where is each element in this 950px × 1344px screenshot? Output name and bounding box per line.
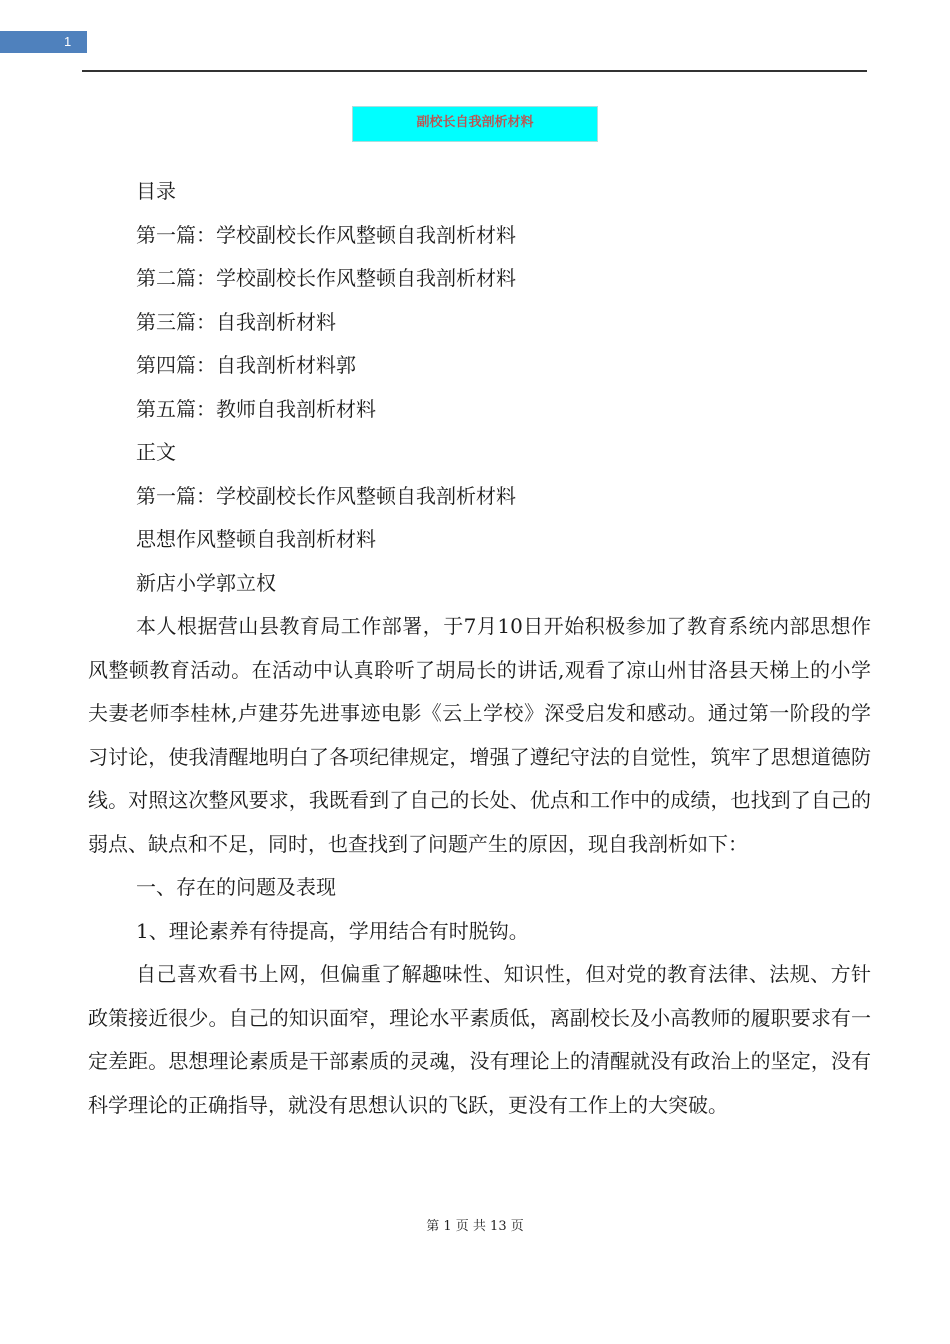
subsection-heading: 1、理论素养有待提高，学用结合有时脱钩。: [136, 918, 529, 943]
toc-item: 第四篇：自我剖析材料郭: [136, 353, 356, 377]
paragraph-intro: 本人根据营山县教育局工作部署，于7月10日开始积极参加了教育系统内部思想作风整顿教育活动。在活动中认真聆听了胡局长的讲话,观看了凉山州甘洛县天梯上的小学夫妻老师李桂林,卢建芬先进事迹电影《云上学校》深受启发和感动。通过第一阶段的学习讨论，使我清醒地明白了各项纪律规定，增强了遵纪守法的自觉性，筑牢了思想道德防线。对照这次整风要求，我既看到了自己的长处、优点和工作中的成绩，也找到了自己的弱点、缺点和不足，同时，也查找到了问题产生的原因，现自我剖析如下：: [88, 614, 871, 856]
page-number-tab: 1: [0, 31, 87, 53]
toc-item: 第五篇：教师自我剖析材料: [136, 396, 376, 421]
section-heading: 一、存在的问题及表现: [136, 875, 336, 899]
article-title: 思想作风整顿自我剖析材料: [136, 527, 376, 551]
main-text-heading: 正文: [136, 440, 176, 464]
author-line: 新店小学郭立权: [136, 570, 276, 595]
chapter-title: 第一篇：学校副校长作风整顿自我剖析材料: [136, 483, 516, 508]
document-body: [88, 170, 871, 1127]
page-footer: 第 1 页 共 13 页: [426, 1219, 524, 1234]
paragraph-theory: 自己喜欢看书上网，但偏重了解趣味性、知识性，但对党的教育法律、法规、方针政策接近很少。自己的知识面窄，理论水平素质低，离副校长及小高教师的履职要求有一定差距。思想理论素质是干部素质的灵魂，没有理论上的清醒就没有政治上的坚定，没有科学理论的正确指导，就没有思想认识的飞跃，更没有工作上的大突破。: [88, 962, 871, 1117]
document-title: 副校长自我剖析材料: [352, 106, 598, 142]
toc-item: 第二篇：学校副校长作风整顿自我剖析材料: [136, 266, 516, 290]
header-rule: [82, 70, 867, 72]
toc-item: 第一篇：学校副校长作风整顿自我剖析材料: [136, 222, 516, 247]
toc-heading: 目录: [136, 179, 176, 203]
toc-item: 第三篇：自我剖析材料: [136, 309, 336, 334]
